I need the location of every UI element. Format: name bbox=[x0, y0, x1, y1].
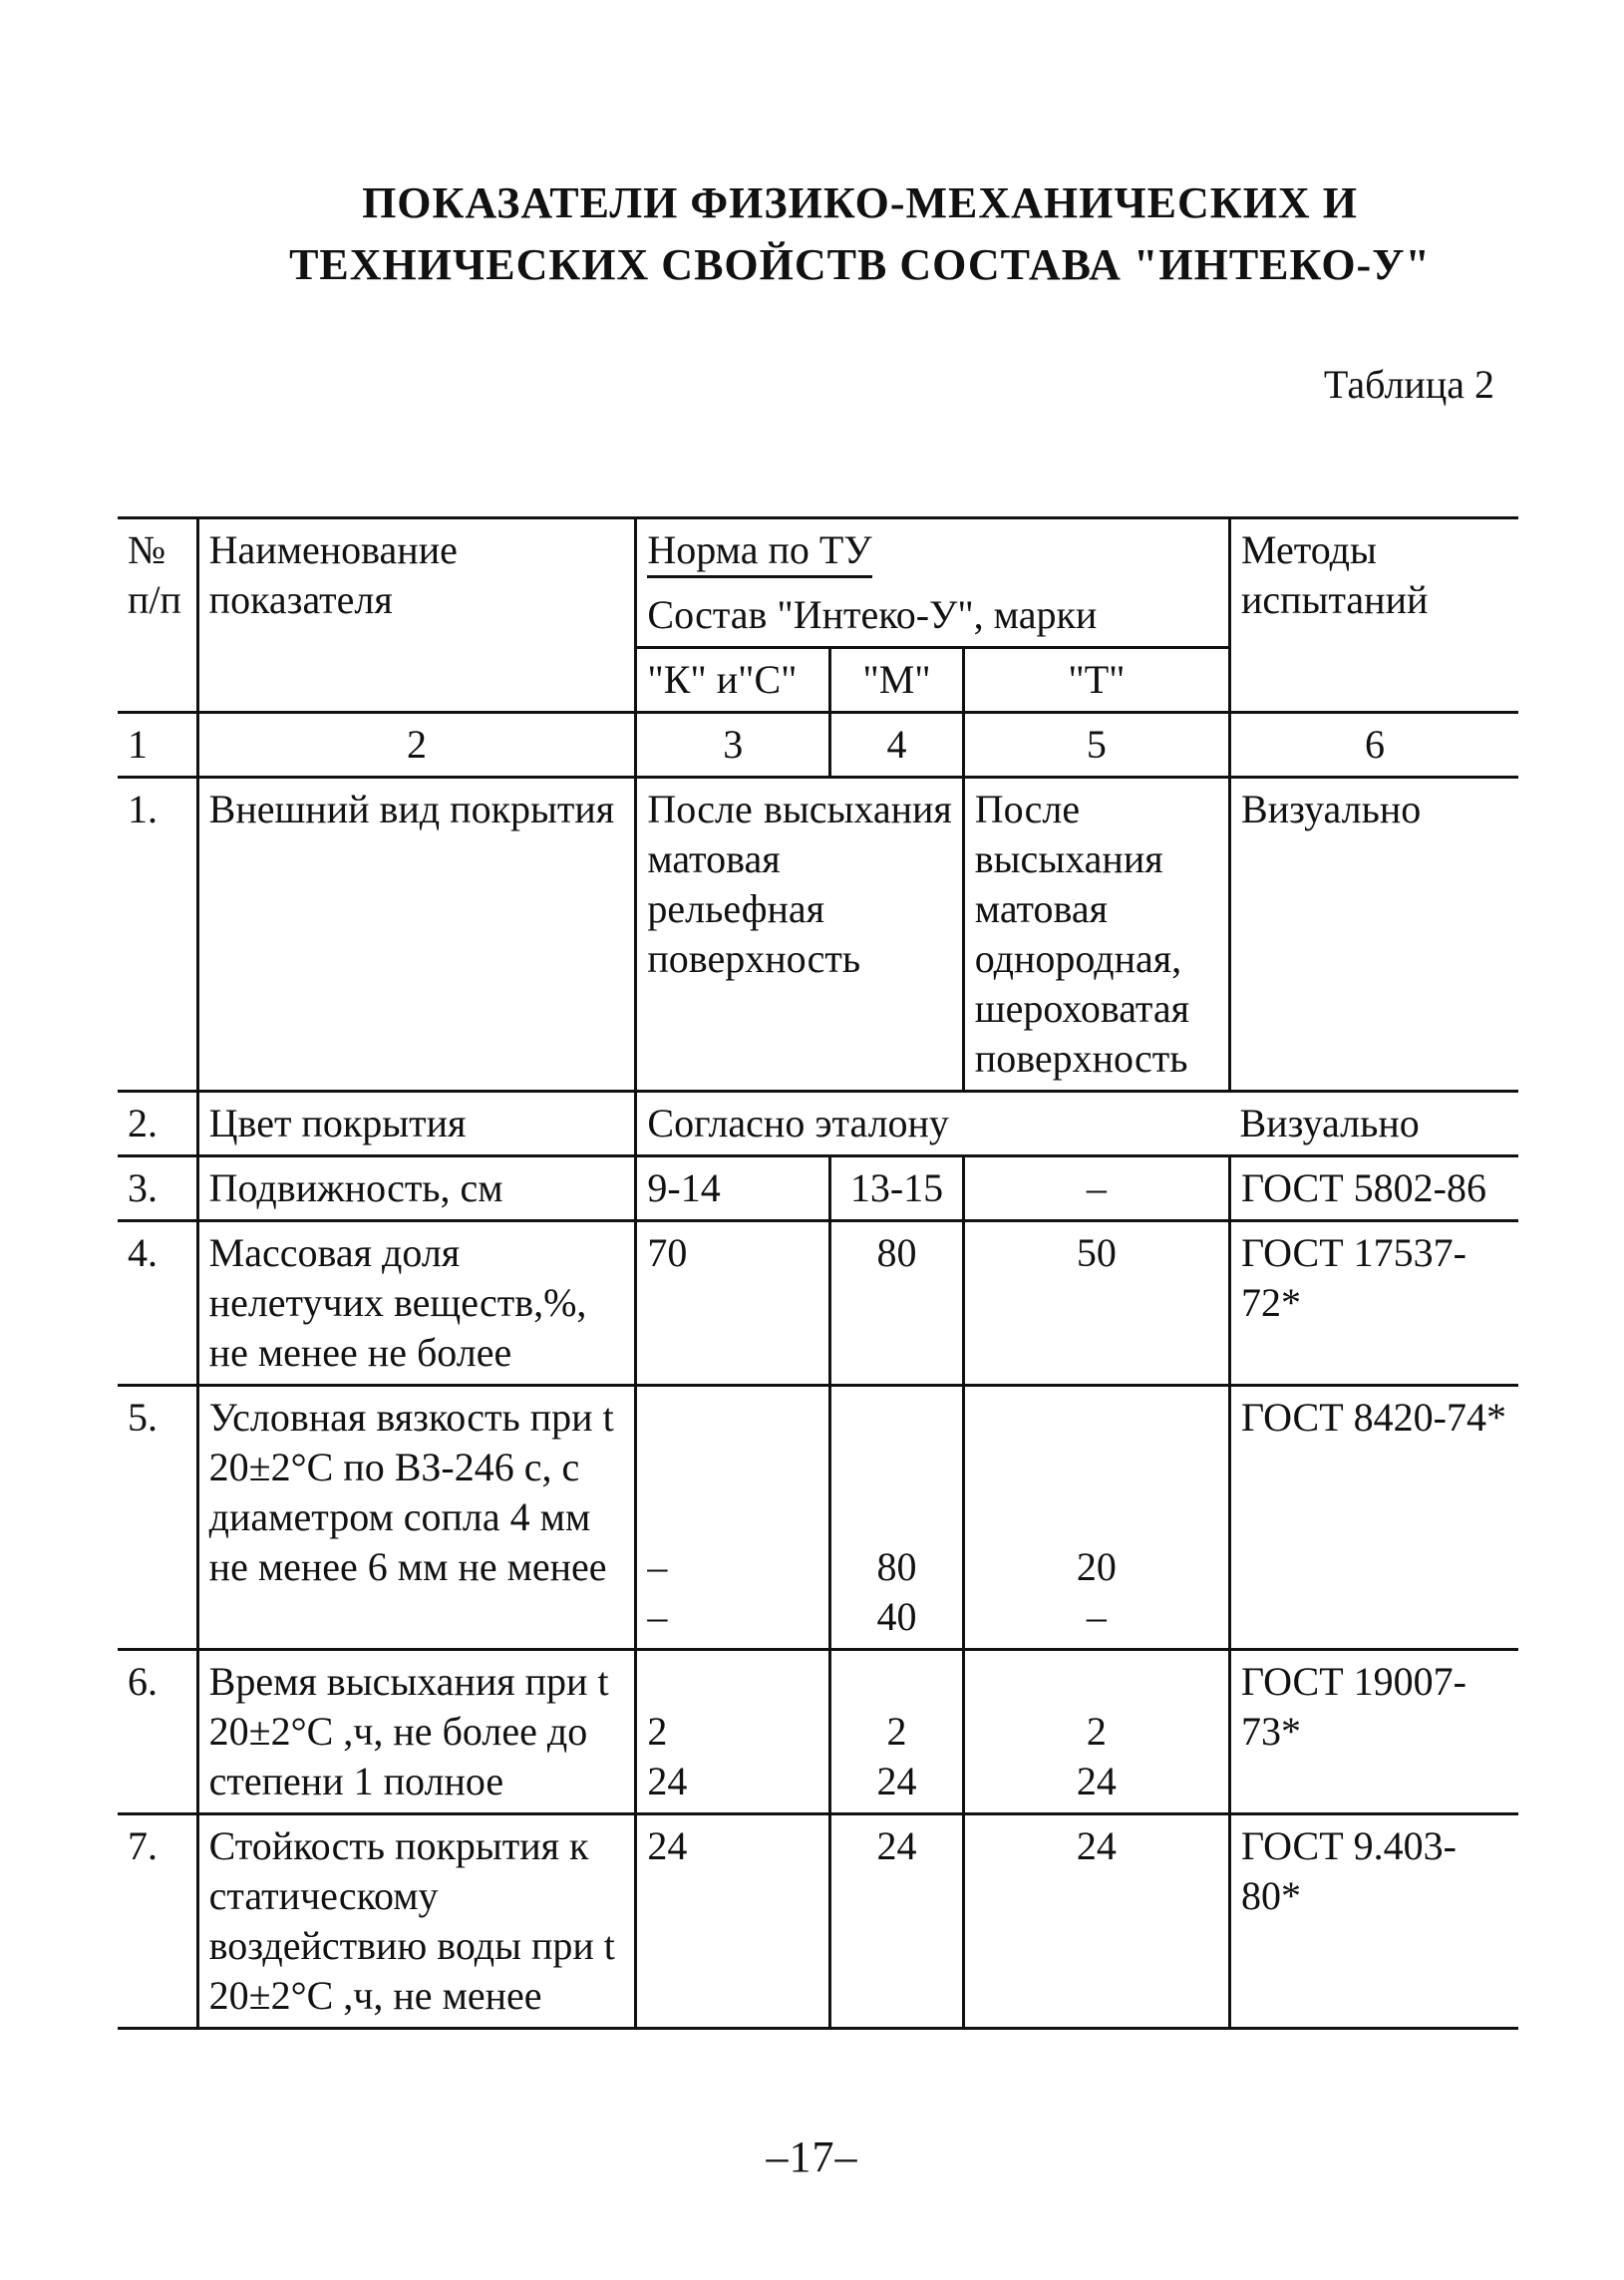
row-no: 1. bbox=[118, 778, 197, 1092]
row-value-m: 13-15 bbox=[830, 1156, 964, 1221]
row-name: Подвижность, см bbox=[197, 1156, 636, 1221]
document-title-line-2: ТЕХНИЧЕСКИХ СВОЙСТВ СОСТАВА "ИНТЕКО-У" bbox=[289, 240, 1431, 289]
row-method: ГОСТ 19007-73* bbox=[1230, 1650, 1518, 1814]
row-value-ks: 9-14 bbox=[636, 1156, 830, 1221]
colnum-1: 1 bbox=[118, 713, 197, 778]
column-number-row bbox=[118, 713, 1518, 778]
colnum-2: 2 bbox=[197, 713, 636, 778]
row-no: 2. bbox=[118, 1092, 197, 1156]
table-row bbox=[118, 778, 1518, 1092]
row-name: Цвет покрытия bbox=[197, 1092, 636, 1156]
row-value-t: 2 24 bbox=[963, 1650, 1229, 1814]
table-label: Таблица 2 bbox=[1323, 362, 1494, 407]
colnum-5: 5 bbox=[963, 713, 1229, 778]
row-value-m: 80 40 bbox=[830, 1386, 964, 1650]
header-norm bbox=[636, 518, 1230, 585]
colnum-4: 4 bbox=[830, 713, 964, 778]
row-value-t: 24 bbox=[963, 1814, 1229, 2029]
row-method: Визуально bbox=[1230, 1092, 1518, 1156]
document-title-line-1: ПОКАЗАТЕЛИ ФИЗИКО-МЕХАНИЧЕСКИХ И bbox=[362, 178, 1358, 227]
row-value-ks-m: После высыхания матовая рельефная поверхность bbox=[636, 778, 963, 1092]
row-value-ks: 2 24 bbox=[636, 1650, 830, 1814]
row-method: ГОСТ 17537-72* bbox=[1230, 1221, 1518, 1386]
row-method: ГОСТ 5802-86 bbox=[1230, 1156, 1518, 1221]
row-value-ks: 24 bbox=[636, 1814, 830, 2029]
row-method: Визуально bbox=[1241, 787, 1422, 831]
header-norm-label: Норма по ТУ bbox=[647, 525, 871, 578]
row-no: 3. bbox=[118, 1156, 197, 1221]
row-value-m: 2 24 bbox=[830, 1650, 964, 1814]
header-grade-m: "М" bbox=[830, 648, 964, 713]
header-grade-ks: "К" и"С" bbox=[636, 648, 830, 713]
row-value-ks: 70 bbox=[636, 1221, 830, 1386]
colnum-3: 3 bbox=[636, 713, 830, 778]
row-value-t: 20 – bbox=[963, 1386, 1229, 1650]
colnum-6: 6 bbox=[1230, 713, 1518, 778]
row-value-ks: – – bbox=[636, 1386, 830, 1650]
row-name: Условная вязкость при t 20±2°С по ВЗ-246 с, с диаметром сопла 4 мм не менее 6 мм не менее bbox=[197, 1386, 636, 1650]
properties-table bbox=[118, 516, 1518, 2030]
table-row bbox=[118, 1092, 1518, 1156]
row-method: ГОСТ 9.403-80* bbox=[1230, 1814, 1518, 2029]
row-no: 5. bbox=[118, 1386, 197, 1650]
row-value-m: 80 bbox=[830, 1221, 964, 1386]
table-row bbox=[118, 1386, 1518, 1650]
row-value-all: Согласно эталону bbox=[636, 1092, 1230, 1156]
header-methods: Методы испытаний bbox=[1230, 518, 1518, 713]
header-grade-t: "Т" bbox=[963, 648, 1229, 713]
row-value-t: После высыхания матовая однородная, шероховатая поверхность bbox=[963, 778, 1229, 1092]
header-no: № п/п bbox=[118, 518, 197, 713]
table-header-row bbox=[118, 518, 1518, 585]
header-name: Наименование показателя bbox=[197, 518, 636, 713]
row-name: Время высыхания при t 20±2°С ,ч, не более до степени 1 полное bbox=[197, 1650, 636, 1814]
row-value-m: 24 bbox=[830, 1814, 964, 2029]
row-name: Стойкость покрытия к статическому воздействию воды при t 20±2°С ,ч, не менее bbox=[197, 1814, 636, 2029]
row-name: Внешний вид покрытия bbox=[197, 778, 636, 1092]
row-no: 4. bbox=[118, 1221, 197, 1386]
row-name: Массовая доля нелетучих веществ,%, не менее не более bbox=[197, 1221, 636, 1386]
row-value-t: 50 bbox=[963, 1221, 1229, 1386]
table-row bbox=[118, 1814, 1518, 2029]
table-row bbox=[118, 1650, 1518, 1814]
row-no: 7. bbox=[118, 1814, 197, 2029]
header-composition: Состав "Интеко-У", марки bbox=[636, 584, 1230, 648]
page-number: –17– bbox=[766, 2132, 858, 2181]
row-no: 6. bbox=[118, 1650, 197, 1814]
row-method: ГОСТ 8420-74* bbox=[1230, 1386, 1518, 1650]
row-value-t: – bbox=[963, 1156, 1229, 1221]
table-row bbox=[118, 1156, 1518, 1221]
table-row bbox=[118, 1221, 1518, 1386]
